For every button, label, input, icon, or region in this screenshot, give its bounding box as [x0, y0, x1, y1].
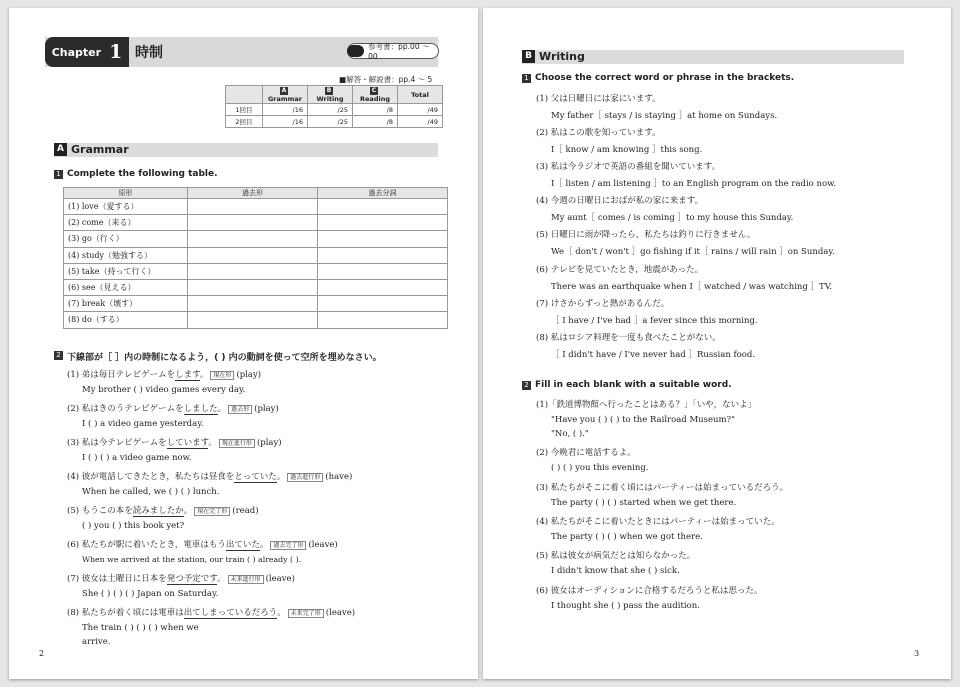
- grammar-item-jp: (6) 私たちが駅に着いたとき，電車はもう出ていた。 過去完了形 (leave): [67, 540, 338, 550]
- grammar-item-jp: (4) 彼が電話してきたとき，私たちは昼食をとっていた。 過去進行形 (have): [67, 472, 353, 482]
- writing-item-jp: (1) 父は日曜日には家にいます。: [536, 94, 661, 104]
- writing-item-jp: (4) 今週の日曜日におばが私の家に来ます。: [536, 196, 704, 206]
- score-cell[interactable]: /8: [353, 104, 398, 116]
- section-a-letter: A: [54, 143, 67, 156]
- score-cell[interactable]: /25: [308, 116, 353, 128]
- verb-base: (1) love（愛する）: [64, 199, 188, 215]
- chapter-number: 1: [109, 41, 123, 63]
- grammar-item-answer[interactable]: My brother ( ) video games every day.: [82, 385, 246, 395]
- score-cell[interactable]: /16: [263, 104, 308, 116]
- writing-item-choice[interactable]: I［ know / am knowing ］this song.: [551, 145, 703, 155]
- verb-table-header: [64, 188, 448, 199]
- writing-item-choice[interactable]: My aunt［ comes / is coming ］to my house this Sunday.: [551, 213, 794, 223]
- writing-item-choice[interactable]: ［ I have / I've had ］a fever since this morning.: [551, 316, 758, 326]
- past-cell[interactable]: [188, 279, 318, 295]
- grammar-item-answer-cont: arrive.: [82, 637, 111, 647]
- verb-base: (8) do（する）: [64, 312, 188, 328]
- past-cell[interactable]: [188, 199, 318, 215]
- past-cell[interactable]: [188, 215, 318, 231]
- grammar-item-answer[interactable]: The train ( ) ( ) ( ) when we: [82, 623, 199, 633]
- grammar-item-answer[interactable]: She ( ) ( ) ( ) Japan on Saturday.: [82, 589, 219, 599]
- page-number-left: 2: [39, 649, 45, 658]
- header-past: 過去形: [188, 188, 318, 199]
- writing-item-jp: (7) けさからずっと熱があるんだ。: [536, 299, 670, 309]
- verb-row: [64, 279, 448, 295]
- answer-reference: ■解答・解説書：pp.4 ～ 5: [339, 75, 433, 84]
- right-page: [483, 8, 951, 679]
- grammar-item-jp: (5) もうこの本を読みましたか。 現在完了形 (read): [67, 506, 259, 516]
- fill-item-jp: (4) 私たちがそこに着いたときにはパーティーは始まっていた。: [536, 517, 780, 527]
- score-cell[interactable]: /8: [353, 116, 398, 128]
- grammar-item-jp: (8) 私たちが着く頃には電車は出てしまっているだろう。 未来完了形 (leave): [67, 608, 356, 618]
- fill-item-answer[interactable]: I didn't know that she ( ) sick.: [551, 566, 680, 576]
- past-participle-cell[interactable]: [318, 231, 448, 247]
- score-row-label: 2回目: [226, 116, 263, 128]
- past-participle-cell[interactable]: [318, 312, 448, 328]
- grammar-item-answer[interactable]: When he called, we ( ) ( ) lunch.: [82, 487, 220, 497]
- score-row-1: [226, 104, 443, 116]
- tag-b: B: [326, 87, 332, 94]
- score-cell[interactable]: /49: [398, 104, 443, 116]
- left-page: [9, 8, 478, 679]
- header-text: Writing: [316, 95, 344, 103]
- book-reference-icon: [347, 45, 364, 57]
- verb-base: (3) go（行く）: [64, 231, 188, 247]
- grammar-item-answer[interactable]: ( ) you ( ) this book yet?: [82, 521, 185, 531]
- q2-number: 2: [522, 381, 531, 390]
- section-a-title: Grammar: [71, 143, 129, 156]
- fill-item-jp: (6) 彼女はオーディションに合格するだろうと私は思った。: [536, 586, 763, 596]
- chapter-label: Chapter: [51, 45, 102, 59]
- reference-text: 参考書：pp.00 ～ 00: [368, 42, 430, 61]
- verb-row: [64, 247, 448, 263]
- past-participle-cell[interactable]: [318, 279, 448, 295]
- grammar-item-jp: (3) 私は今テレビゲームをしています。 現在進行形 (play): [67, 438, 282, 448]
- chapter-title: 時制: [135, 45, 163, 61]
- tag-a: A: [281, 87, 287, 94]
- verb-row: [64, 215, 448, 231]
- verb-table: [63, 187, 448, 329]
- fill-item-jp: (3) 私たちがそこに着く頃にはパーティーは始まっているだろう。: [536, 483, 789, 493]
- chapter-badge: [45, 37, 129, 67]
- writing-item-jp: (2) 私はこの歌を知っています。: [536, 128, 661, 138]
- verb-base: (5) take（持って行く）: [64, 263, 188, 279]
- fill-item-jp: (2) 今晩君に電話するよ。: [536, 448, 636, 458]
- score-row-label: 1回目: [226, 104, 263, 116]
- grammar-item-jp: (1) 弟は毎日テレビゲームをします。 現在形 (play): [67, 370, 262, 380]
- q1-instruction: Choose the correct word or phrase in the brackets.: [535, 73, 795, 83]
- writing-item-choice[interactable]: We［ don't / won't ］go fishing if it［ rains / will rain ］on Sunday.: [551, 247, 835, 257]
- fill-item-answer[interactable]: The party ( ) ( ) started when we get there.: [551, 498, 737, 508]
- header-base-form: 原形: [64, 188, 188, 199]
- header-text: Reading: [360, 95, 390, 103]
- grammar-item-answer[interactable]: When we arrived at the station, our train ( ) already ( ).: [82, 555, 302, 564]
- past-cell[interactable]: [188, 296, 318, 312]
- fill-item-jp: (1)「鉄道博物館へ行ったことはある？」「いや，ないよ」: [536, 400, 757, 410]
- past-participle-cell[interactable]: [318, 199, 448, 215]
- score-table-header: [226, 86, 443, 104]
- reference-box: [347, 43, 439, 59]
- score-header-total: Total: [398, 86, 443, 104]
- score-row-2: [226, 116, 443, 128]
- score-header-blank: [226, 86, 263, 104]
- page-number-right: 3: [914, 649, 920, 658]
- past-cell[interactable]: [188, 231, 318, 247]
- score-header-grammar: [263, 86, 308, 104]
- grammar-item-answer[interactable]: I ( ) ( ) a video game now.: [82, 453, 192, 463]
- past-cell[interactable]: [188, 312, 318, 328]
- fill-item-answer[interactable]: I thought she ( ) pass the audition.: [551, 601, 700, 611]
- q1-number: 1: [54, 170, 63, 179]
- grammar-item-jp: (2) 私はきのうテレビゲームをしました。 過去形 (play): [67, 404, 279, 414]
- fill-item-answer[interactable]: The party ( ) ( ) when we got there.: [551, 532, 703, 542]
- writing-item-jp: (5) 日曜日に雨が降ったら，私たちは釣りに行きません。: [536, 230, 756, 240]
- past-participle-cell[interactable]: [318, 215, 448, 231]
- grammar-item-answer[interactable]: I ( ) a video game yesterday.: [82, 419, 204, 429]
- q2-number: 2: [54, 351, 63, 360]
- q1-number: 1: [522, 74, 531, 83]
- section-b-title: Writing: [539, 50, 585, 63]
- q1-instruction: Complete the following table.: [67, 169, 218, 179]
- writing-item-jp: (6) テレビを見ていたとき，地震があった。: [536, 265, 704, 275]
- past-cell[interactable]: [188, 263, 318, 279]
- verb-row: [64, 263, 448, 279]
- score-header-reading: [353, 86, 398, 104]
- verb-row: [64, 231, 448, 247]
- past-participle-cell[interactable]: [318, 296, 448, 312]
- verb-base: (7) break（壊す）: [64, 296, 188, 312]
- verb-row: [64, 199, 448, 215]
- fill-item-answer[interactable]: "No, ( ).": [551, 429, 589, 439]
- past-cell[interactable]: [188, 247, 318, 263]
- score-cell[interactable]: /16: [263, 116, 308, 128]
- writing-item-choice[interactable]: My father［ stays / is staying ］at home on Sundays.: [551, 111, 778, 121]
- verb-base: (6) see（見える）: [64, 279, 188, 295]
- writing-item-choice[interactable]: ［ I didn't have / I've never had ］Russian food.: [551, 350, 756, 360]
- verb-row: [64, 296, 448, 312]
- past-participle-cell[interactable]: [318, 263, 448, 279]
- grammar-item-jp: (7) 彼女は土曜日に日本を発つ予定です。 未来進行形 (leave): [67, 574, 295, 584]
- writing-item-choice[interactable]: I［ listen / am listening ］to an English program on the radio now.: [551, 179, 837, 189]
- score-cell[interactable]: /49: [398, 116, 443, 128]
- score-header-writing: [308, 86, 353, 104]
- score-table: [225, 85, 443, 128]
- verb-base: (4) study（勉強する）: [64, 247, 188, 263]
- section-b-letter: B: [522, 50, 535, 63]
- fill-item-answer[interactable]: ( ) ( ) you this evening.: [551, 463, 649, 473]
- score-cell[interactable]: /25: [308, 104, 353, 116]
- writing-item-jp: (8) 私はロシア料理を一度も食べたことがない。: [536, 333, 721, 343]
- writing-item-jp: (3) 私は今ラジオで英語の番組を聞いています。: [536, 162, 721, 172]
- verb-row: [64, 312, 448, 328]
- past-participle-cell[interactable]: [318, 247, 448, 263]
- fill-item-answer[interactable]: "Have you ( ) ( ) to the Railroad Museum?": [551, 415, 736, 425]
- fill-item-jp: (5) 私は彼女が病気だとは知らなかった。: [536, 551, 696, 561]
- writing-item-choice[interactable]: There was an earthquake when I［ watched / was watching ］TV.: [551, 282, 833, 292]
- q2-instruction: 下線部が［ ］内の時制になるよう，( ) 内の動詞を使って空所を埋めなさい。: [67, 353, 382, 363]
- tag-c: C: [371, 87, 377, 94]
- q2-instruction: Fill in each blank with a suitable word.: [535, 380, 732, 390]
- verb-base: (2) come（来る）: [64, 215, 188, 231]
- header-text: Grammar: [267, 95, 303, 103]
- header-past-participle: 過去分詞: [318, 188, 448, 199]
